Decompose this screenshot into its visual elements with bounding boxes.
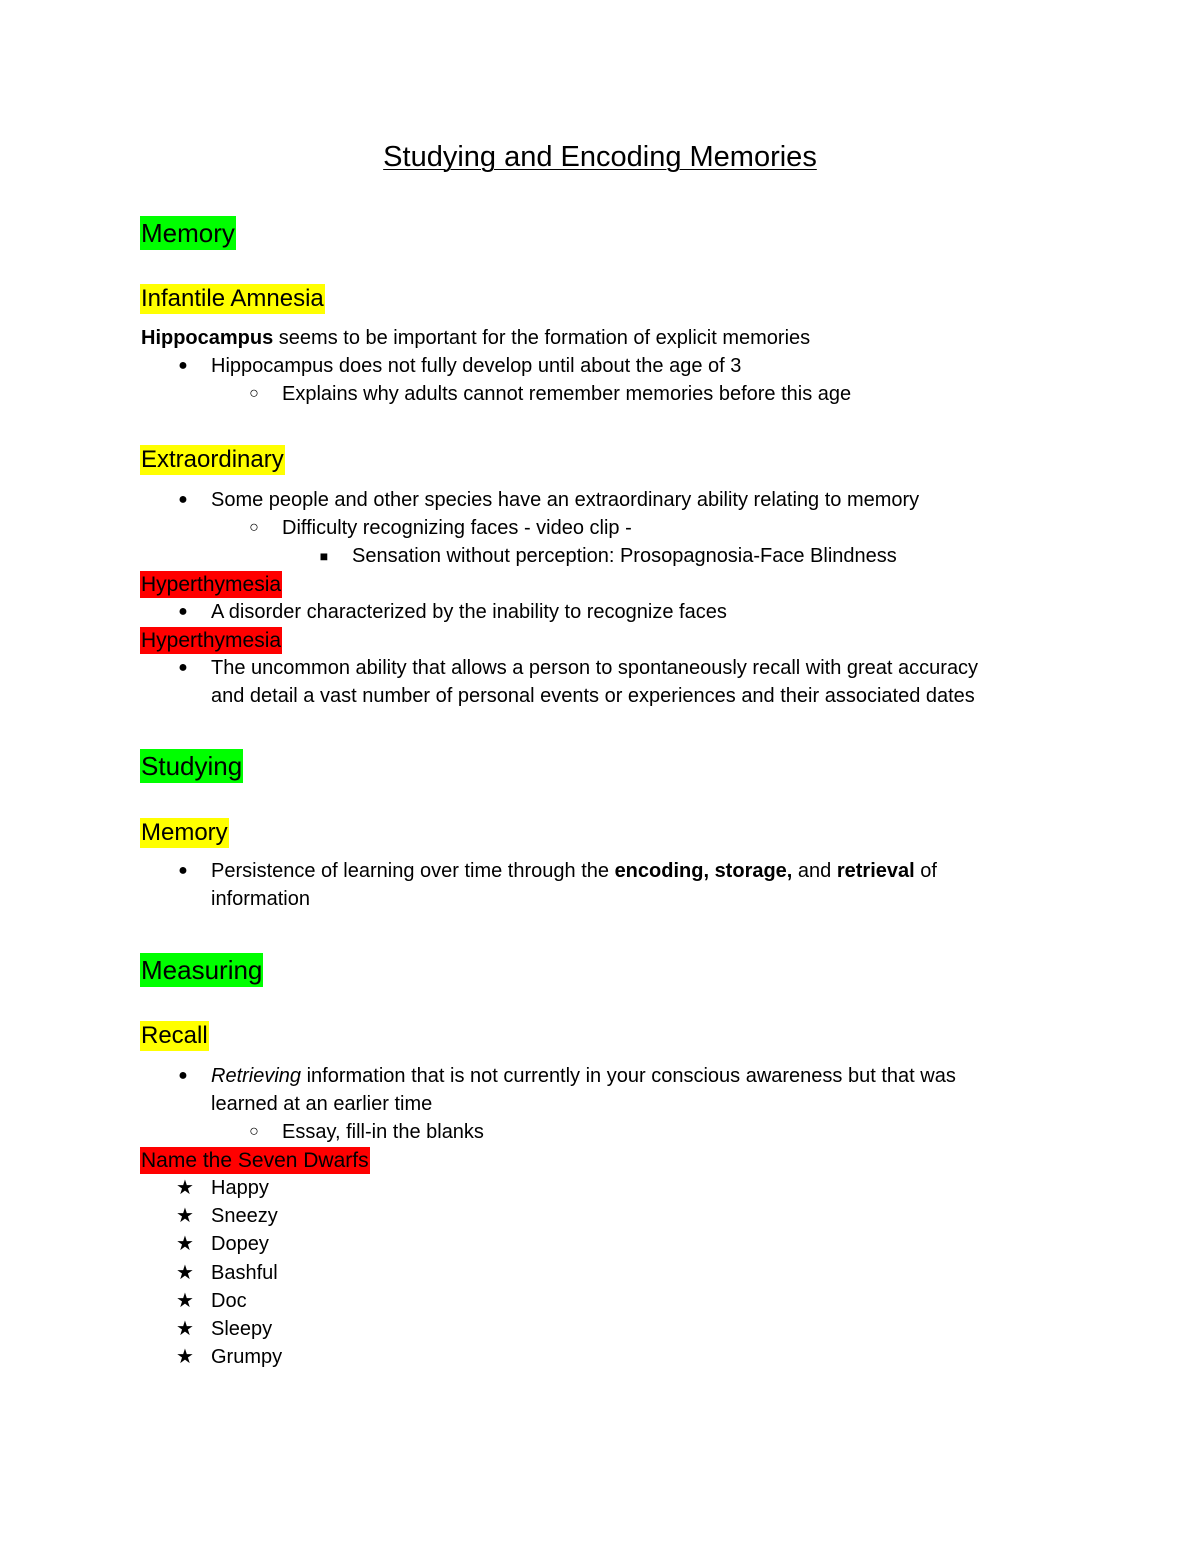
heading-recall: Recall (141, 1022, 208, 1049)
star-icon: ★ (176, 1205, 194, 1227)
bullet-disc-icon: ● (178, 1067, 188, 1084)
list-item-dwarf: Doc (211, 1290, 247, 1312)
document-title: Studying and Encoding Memories (383, 141, 817, 173)
list-item: Explains why adults cannot remember memories before this age (282, 383, 852, 405)
list-item: The uncommon ability that allows a person to spontaneously recall with great accuracy (211, 657, 979, 679)
star-icon: ★ (176, 1177, 194, 1199)
hippocampus-term: Hippocampus (141, 327, 274, 349)
bullet-disc-icon: ● (178, 491, 188, 508)
list-item-dwarf: Sneezy (211, 1205, 278, 1227)
bullet-disc-icon: ● (178, 659, 188, 676)
label-name-the-seven-dwarfs: Name the Seven Dwarfs (141, 1149, 369, 1172)
bullet-circle-icon: ○ (249, 385, 259, 402)
star-icon: ★ (176, 1346, 194, 1368)
bullet-disc-icon: ● (178, 862, 188, 879)
list-item-dwarf: Happy (211, 1177, 269, 1199)
star-icon: ★ (176, 1262, 194, 1284)
list-item-dwarf: Bashful (211, 1262, 278, 1284)
list-item-continued: and detail a vast number of personal events or experiences and their associated dates (211, 685, 975, 707)
list-item: Difficulty recognizing faces - video clip - (282, 517, 632, 539)
star-icon: ★ (176, 1233, 194, 1255)
heading-extraordinary: Extraordinary (141, 446, 284, 473)
list-item: Some people and other species have an extraordinary ability relating to memory (211, 489, 920, 511)
list-item: Persistence of learning over time through the encoding, storage, and retrieval of (211, 860, 937, 882)
list-item: Hippocampus does not fully develop until about the age of 3 (211, 355, 742, 377)
list-item-dwarf: Grumpy (211, 1346, 283, 1368)
bullet-circle-icon: ○ (249, 519, 259, 536)
bullet-circle-icon: ○ (249, 1123, 259, 1140)
heading-memory: Memory (141, 218, 235, 248)
heading-studying-memory: Memory (141, 819, 228, 846)
bullet-disc-icon: ● (178, 603, 188, 620)
heading-infantile-amnesia: Infantile Amnesia (141, 285, 324, 312)
list-item-continued: learned at an earlier time (211, 1093, 433, 1115)
bullet-disc-icon: ● (178, 357, 188, 374)
list-item: Sensation without perception: Prosopagnosia-Face Blindness (352, 545, 897, 567)
list-item-continued: information (211, 888, 310, 910)
label-hyperthymesia-1: Hyperthymesia (141, 573, 282, 596)
list-item-dwarf: Dopey (211, 1233, 269, 1255)
star-icon: ★ (176, 1318, 194, 1340)
star-icon: ★ (176, 1290, 194, 1312)
heading-measuring: Measuring (141, 955, 263, 985)
heading-studying: Studying (141, 751, 243, 781)
hippocampus-intro: Hippocampus seems to be important for the formation of explicit memories (141, 327, 811, 349)
list-item-dwarf: Sleepy (211, 1318, 273, 1340)
bullet-square-icon: ■ (319, 548, 329, 564)
list-item: A disorder characterized by the inability to recognize faces (211, 601, 727, 623)
list-item: Essay, fill-in the blanks (282, 1121, 484, 1143)
label-hyperthymesia-2: Hyperthymesia (141, 629, 282, 652)
list-item: Retrieving information that is not currently in your conscious awareness but that was (211, 1065, 956, 1087)
